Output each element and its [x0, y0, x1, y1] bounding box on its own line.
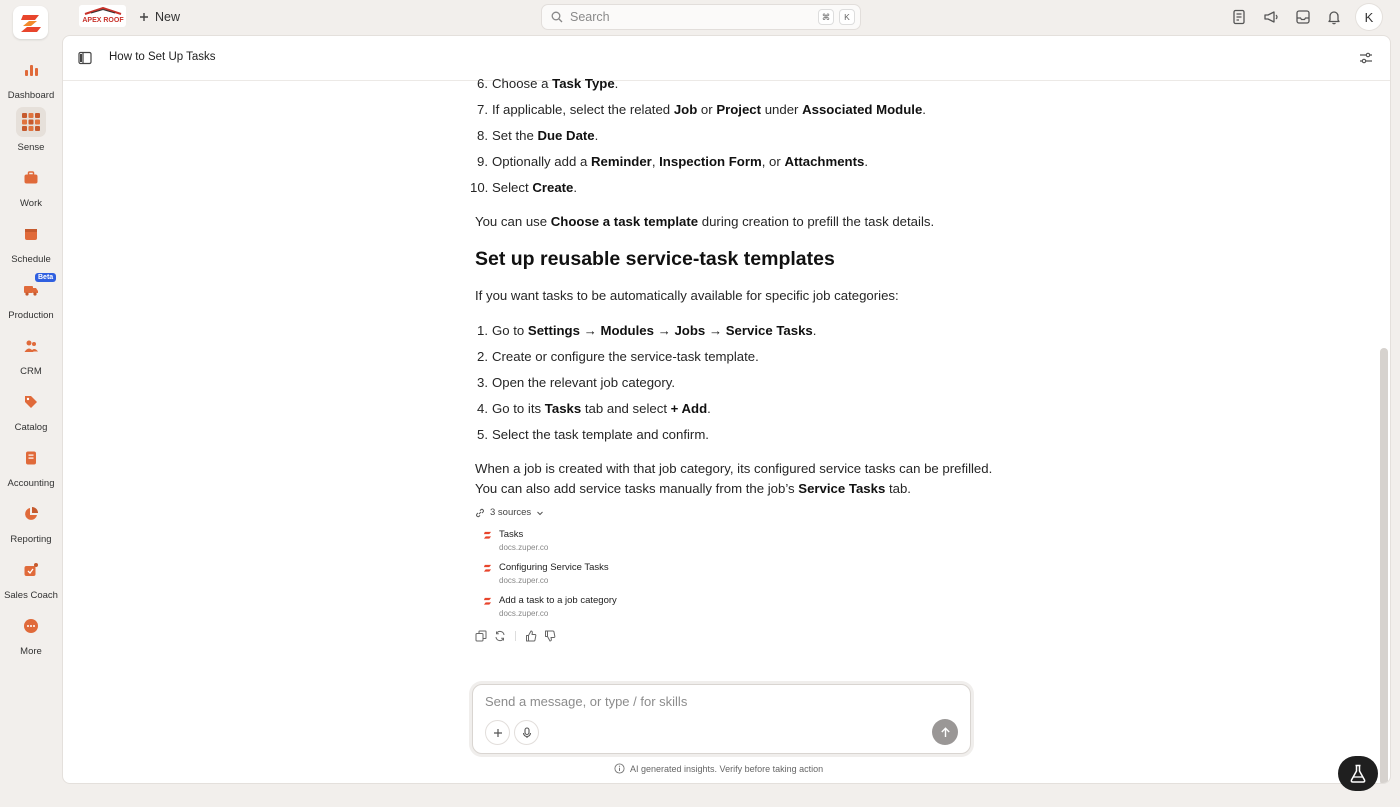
source-title: Tasks [499, 529, 524, 540]
message-actions [475, 630, 556, 642]
section-intro: If you want tasks to be automatically available for specific job categories: [475, 288, 899, 303]
inbox-icon[interactable] [1294, 8, 1312, 26]
send-button[interactable] [932, 719, 958, 745]
source-url: docs.zuper.co [499, 576, 549, 585]
nav-item-dashboard[interactable] [0, 55, 62, 101]
thumbs-up-icon[interactable] [525, 630, 537, 642]
nav-label: Catalog [14, 422, 48, 433]
template-step-1: 1. Go to Settings → Modules → Jobs → Service Tasks. [477, 323, 817, 338]
zuper-logo-icon [19, 12, 43, 34]
flask-icon [1349, 764, 1367, 784]
settings-sliders-icon[interactable] [1359, 51, 1373, 65]
step-7: 7. If applicable, select the related Job or Project under Associated Module. [477, 102, 926, 117]
sources-toggle[interactable] [475, 507, 544, 518]
zuper-favicon-icon [483, 564, 492, 573]
chevron-down-icon [536, 509, 544, 517]
tag-icon [16, 387, 46, 417]
source-item[interactable] [483, 595, 617, 618]
search-box[interactable] [541, 4, 861, 30]
nav-item-sales-coach[interactable] [0, 555, 62, 601]
step-6: 6. Choose a Task Type. [477, 76, 619, 91]
bell-icon[interactable] [1325, 8, 1343, 26]
source-url: docs.zuper.co [499, 609, 549, 618]
source-url: docs.zuper.co [499, 543, 549, 552]
user-avatar[interactable]: K [1356, 4, 1382, 30]
disclaimer-text: AI generated insights. Verify before taking action [630, 763, 824, 774]
microphone-icon [522, 727, 532, 739]
nav-label: Schedule [11, 254, 51, 265]
search-icon [551, 11, 563, 23]
source-title: Configuring Service Tasks [499, 562, 609, 573]
nav-item-crm[interactable] [0, 331, 62, 377]
grid-icon [16, 107, 46, 137]
nav-item-production[interactable] [0, 275, 62, 321]
search-input[interactable]: Search [570, 10, 610, 24]
template-step-4: 4. Go to its Tasks tab and select + Add. [477, 401, 711, 416]
nav-label: More [20, 646, 42, 657]
step-9: 9. Optionally add a Reminder, Inspection Form, or Attachments. [477, 154, 868, 169]
zuper-favicon-icon [483, 597, 492, 606]
notes-icon[interactable] [1230, 8, 1248, 26]
thumbs-down-icon[interactable] [544, 630, 556, 642]
nav-label: Reporting [10, 534, 52, 545]
arrow-up-icon [940, 727, 951, 738]
nav-item-work[interactable] [0, 163, 62, 209]
nav-item-catalog[interactable] [0, 387, 62, 433]
briefcase-icon [16, 163, 46, 193]
shortcut-k-key: K [839, 9, 855, 25]
new-button-label: New [155, 10, 181, 24]
bar-chart-icon [16, 55, 46, 85]
source-title: Add a task to a job category [499, 595, 617, 606]
nav-item-accounting[interactable] [0, 443, 62, 489]
company-logo-text: APEX ROOF [81, 17, 124, 24]
pie-chart-icon [16, 499, 46, 529]
actions-divider [515, 631, 516, 641]
labs-button[interactable] [1338, 756, 1378, 791]
source-item[interactable] [483, 529, 548, 552]
announcements-icon[interactable] [1262, 8, 1280, 26]
conversation-title: How to Set Up Tasks [109, 51, 216, 63]
chat-panel [62, 35, 1391, 784]
ledger-icon [16, 443, 46, 473]
calendar-icon [16, 219, 46, 249]
users-icon [16, 331, 46, 361]
nav-label: Dashboard [7, 90, 55, 101]
info-icon [614, 763, 625, 774]
nav-item-schedule[interactable] [0, 219, 62, 265]
voice-input-button[interactable] [514, 720, 539, 745]
more-icon [16, 611, 46, 641]
app-logo[interactable] [13, 6, 48, 39]
coach-icon [16, 555, 46, 585]
nav-item-reporting[interactable] [0, 499, 62, 545]
beta-badge: Beta [35, 273, 56, 282]
closing-line-1: When a job is created with that job category, its configured service tasks can be prefilled. [475, 461, 993, 476]
zuper-favicon-icon [483, 531, 492, 540]
template-step-2: 2. Create or configure the service-task template. [477, 349, 759, 364]
ai-disclaimer [614, 763, 823, 774]
left-nav-rail [0, 0, 62, 807]
step-8: 8. Set the Due Date. [477, 128, 599, 143]
regenerate-icon[interactable] [494, 630, 506, 642]
nav-label: Sense [17, 142, 45, 153]
nav-label: CRM [20, 366, 42, 377]
section-heading: Set up reusable service-task templates [475, 248, 835, 270]
message-composer [472, 684, 971, 754]
nav-label: Production [8, 310, 54, 321]
template-step-3: 3. Open the relevant job category. [477, 375, 676, 390]
copy-icon[interactable] [475, 630, 487, 642]
closing-line-2: You can also add service tasks manually from the job’s Service Tasks tab. [475, 481, 911, 496]
scrollbar-thumb[interactable] [1380, 348, 1388, 784]
panel-header [63, 36, 1390, 81]
link-icon [475, 508, 485, 518]
nav-label: Accounting [7, 478, 55, 489]
nav-item-sense[interactable] [0, 107, 62, 153]
plus-icon [493, 728, 503, 738]
template-tip: You can use Choose a task template during creation to prefill the task details. [475, 214, 935, 229]
nav-item-more[interactable] [0, 611, 62, 657]
company-logo[interactable] [79, 5, 126, 27]
nav-label: Sales Coach [4, 590, 58, 601]
sources-count: 3 sources [490, 507, 532, 518]
sidebar-toggle-icon[interactable] [78, 51, 92, 65]
message-input[interactable] [485, 691, 955, 711]
template-step-5: 5. Select the task template and confirm. [477, 427, 709, 442]
source-item[interactable] [483, 562, 609, 585]
company-logo-mark [81, 7, 125, 25]
new-button[interactable] [139, 8, 180, 26]
step-10: 10. Select Create. [470, 180, 578, 195]
plus-icon [139, 12, 149, 22]
add-attachment-button[interactable] [485, 720, 510, 745]
shortcut-cmd-key: ⌘ [818, 9, 834, 25]
nav-label: Work [20, 198, 42, 209]
